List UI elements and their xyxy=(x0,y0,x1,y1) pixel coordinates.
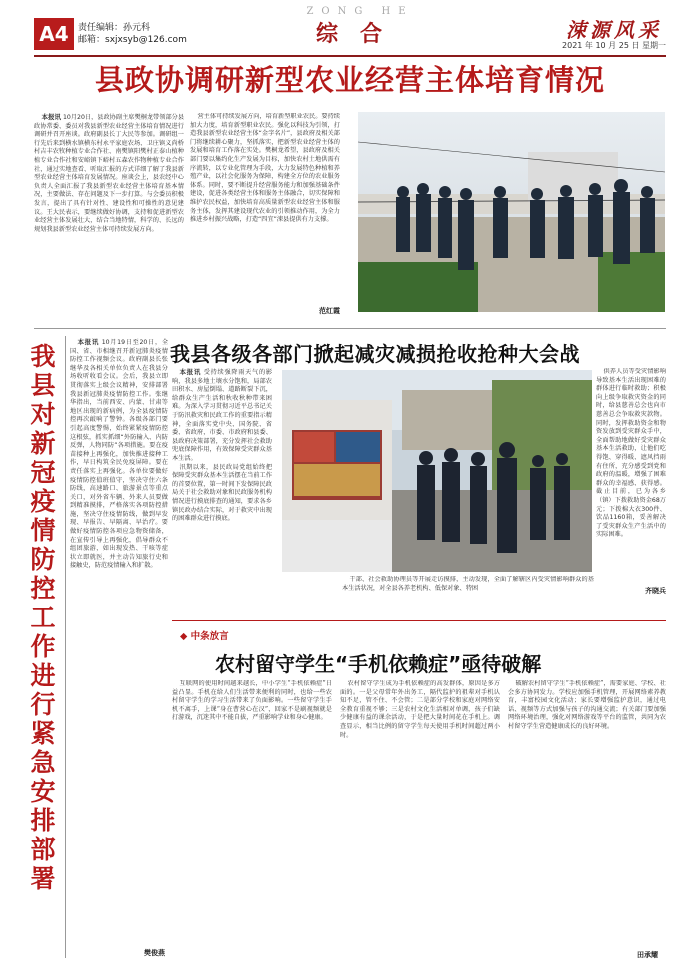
section-tag-text: 中条放言 xyxy=(190,631,229,642)
article2-byline: 本报讯 xyxy=(179,368,202,376)
article4-col1-text: 互联网的使用时间越来越长，中小学生“手机依赖症”日益凸显。手机在给人们生活带来便利的同时，也给一些农村留守学生的学习生活带来了负面影响。一些留守学生手机不离手，上课“身在曹营心在汉”，回家不是刷视频就是打游戏，沉迷其中不能自拔，严重影响学业和身心健康。 xyxy=(172,680,332,722)
divider-2 xyxy=(172,620,666,621)
article1-title: 县政协调研新型农业经营主体培育情况 xyxy=(94,63,605,97)
article3-byline: 本报讯 xyxy=(77,338,100,346)
article2-photo xyxy=(282,370,592,572)
article1-col1-text: 10月20日，县政协副主席樊桐龙带领部分县政协常委、委员对我县新型农业经营主体培育情况进行调研并召开座谈。政府副县长丁大民等参加。调研组一行先后来到横水镇横东村永平家庭农场、卫庄镇义尚桥村吉丰农牧种植专业合作社、南樊镇阳樊村正泰山植种植专业合作社和安峪镇下峪村五森农作物种植专业合作社，通过实地查看、听取汇报的方式详细了解了我县新型农业经营主体培育发展情况。座谈会上，县农经中心负责人全面汇报了我县新型农业经营主体培育基本情况，主要做法、存在问题及下一步打算。与会委员积极发言，提出了具有针对性、建设性和可操性的意见建议。王大民表示，要继续做好协调，支持和促进新型农业经营主体发展壮大，结合当地特情，科学的、长远的规划我县新型农业经营主体可持续发展方向。 xyxy=(34,114,184,233)
article2-col2-text: 汛期以来，县民政局党组始终把保障受灾群众基本生活摆在当前工作的首要位置，第一时间下发保障民政局关于社会救助对象和民政服务机构情况进行摸底排查的通知，要求各乡镇民政办结合实际，对于救灾中出现的困难群众进行摸底。 xyxy=(172,463,272,523)
article4-author: 田承耀 xyxy=(637,951,658,959)
section-en: ZONG HE xyxy=(306,6,414,17)
article1-col1 xyxy=(34,113,184,323)
article2-col1 xyxy=(172,368,272,608)
article3-text: 10月19日至20日，全国、省、市相继召开新冠肺炎疫情防控工作视频会议。政府副县长张继华及各相关单位负责人在我县分场收听收看会议。会后，我县立即贯彻落实上级会议精神，安排部署我县新冠肺炎疫情防控工作。张继华指出，当前西安、内蒙、甘肃等地区出现的新病例，为全县疫情防控再次敲响了警钟。各级各部门要引起高度警惕，始终紧紧疫情防控这根弦，抓实抓细“外防输入、内防反弹，人物同防”各项措施。要在疫苗接种上再强化，加快推进接种工作，早日构筑全民免疫屏障。要在责任落实上再强化。各单位要做好疫情防控值班值守，坚决守住六条防线，高速路口、旅游景点等重点关口，对外省车辆、外来人员要做到精准摸排，严格落实各项防控措施，坚决守住疫情防线，做到早发现、早报告、早隔离、早治疗。要做好疫情防控各项应急物资储备，在宣传引导上再强化，倡导群众不组团旅游，如出现发热、干咳等症状立即就医，并主动告知旅行史和接触史，防范疫情输入和扩散。 xyxy=(70,339,168,570)
divider-1 xyxy=(34,328,666,329)
header-rule xyxy=(34,55,666,57)
article1-col2-text: 营主体可持续发展方向，培育新型职业农民。要持续加大力度，培育新型职业农民。强化以科技为引领，打造我县新型农业经营主体“金字名片”，县政府及相关部门将继续耕心聚力，坚抓落实，把新型农业经营主体的发展和培育工作落在实处。樊桐龙希望，县政府及相关部门要以集约化生产发展为目标，加快农村土地供需有序流转，以专业化管理为手段，大力发展特色种植和养殖产业，以社会化服务为保障，构建全方位的农业服务体系。同时，要不断提升经营服务能力和加强基础条件建设，促进各类经营主体和服务主体融合，切实保障和维护农民权益，加快培育高质量新型农业经营主体和服务主体，发挥其建设现代农业的引领推动作用，为全力推进乡村振兴战略，打造“四宜”涑县提供有力支撑。 xyxy=(190,113,340,224)
masthead-info xyxy=(78,22,187,46)
article4-col3-text: 破解农村留守学生“手机依赖症”，需要家庭、学校、社会多方协同发力。学校应加强手机管理，开展网络素养教育，丰富校园文化活动；家长要增强监护意识，通过电话、视频等方式加强与孩子的沟通交流；有关部门要加强网络环境治理，强化对网络游戏等平台的监管，共同为农村留守学生营造健康成长的良好环境。 xyxy=(508,680,666,730)
article2-col3-text: 干部、社会救助协理员等开展走访摸排，主动发现，全面了解辖区内受灾情影响群众的基本生活状况，对全县各养老机构、低保对象、特困 xyxy=(342,576,594,592)
article4-title: 农村留守学生“手机依赖症”亟待破解 xyxy=(215,652,542,676)
article4-col2-text: 农村留守学生成为手机依赖症的高发群体，原因是多方面的。一是父母常年外出务工，隔代监护的祖辈对手机认知不足，管不住、不会管；二是部分学校和家庭对网络安全教育重视不够；三是农村文化生活相对单调，孩子们缺少健康有益的课余活动，于是把大量时间花在手机上。调查显示，相当比例的留守学生每天使用手机时间超过两小时。 xyxy=(340,680,500,739)
article4-col3 xyxy=(508,680,666,950)
article4-col1 xyxy=(172,680,332,965)
editor-line: 责任编辑：孙元科 xyxy=(78,23,151,33)
article3-body xyxy=(70,338,168,948)
article2-col3 xyxy=(342,576,594,614)
field-visit-photo xyxy=(358,112,665,312)
paper-name: 涑源风采 xyxy=(566,18,662,42)
article1-author: 范红霞 xyxy=(319,307,340,315)
section-cn: 综合 xyxy=(315,21,404,47)
article2-author: 齐晓兵 xyxy=(645,587,666,595)
article2-col4-text: 供养人员等受灾情影响导致基本生活出现困难的群体进行临时救助；积极向上级争取救灾资金的同时，给县慈善总会也向市慈善总会争取救灾款物。同时，发挥救助资金和物资发放到受灾群众手中，全面帮助地做好受灾群众基本生活救助，让他们吃得饱、穿得暖、遮风挡雨有住所，充分感受到党和政府的温暖，增强了困难群众的幸福感、获得感。截止目前，已为各乡（镇）下拨救助资金68万元；下拨棉大衣300件、饮品1160箱，妥善解决了受灾群众生产生活中的实际困难。 xyxy=(596,368,666,539)
article4-col2 xyxy=(340,680,500,965)
article2-title: 我县各级各部门掀起减灾减损抢收抢种大会战 xyxy=(170,342,580,366)
issue-date: 2021 年 10 月 25 日 星期一 xyxy=(562,41,666,50)
page-number: A4 xyxy=(34,18,74,50)
article3-vertical-title: 我县对新冠疫情防控工作进行紧急安排部署 xyxy=(30,342,56,893)
article2-col1-text: 受持续强降雨天气的影响，我县多地土壤水分饱和，局部农田积水、房屋倒塌、道路断裂下沉，给群众生产生活和秋收秋种带来困难。为深入学习贯彻习近平总书记关于防汛救灾和民政工作的重要指示精神，全面落实党中央、国务院、省委、省政府，市委、市政府和县委、县政府决策部署，充分发挥社会救助兜底保障作用，有效保障受灾群众基本生活。 xyxy=(172,369,272,462)
article2-col4 xyxy=(596,368,666,588)
article3-author: 樊俊燕 xyxy=(144,949,165,957)
article1-photo xyxy=(358,112,665,312)
article1-col2 xyxy=(190,113,340,313)
section-banner xyxy=(285,6,435,48)
section-tag: ◆ 中条放言 xyxy=(180,631,229,642)
email-line: 邮箱：sxjxsyb@126.com xyxy=(78,35,187,45)
article1-byline: 本报讯 xyxy=(41,113,61,121)
column-divider xyxy=(65,336,66,958)
relief-distribution-photo xyxy=(282,370,592,572)
